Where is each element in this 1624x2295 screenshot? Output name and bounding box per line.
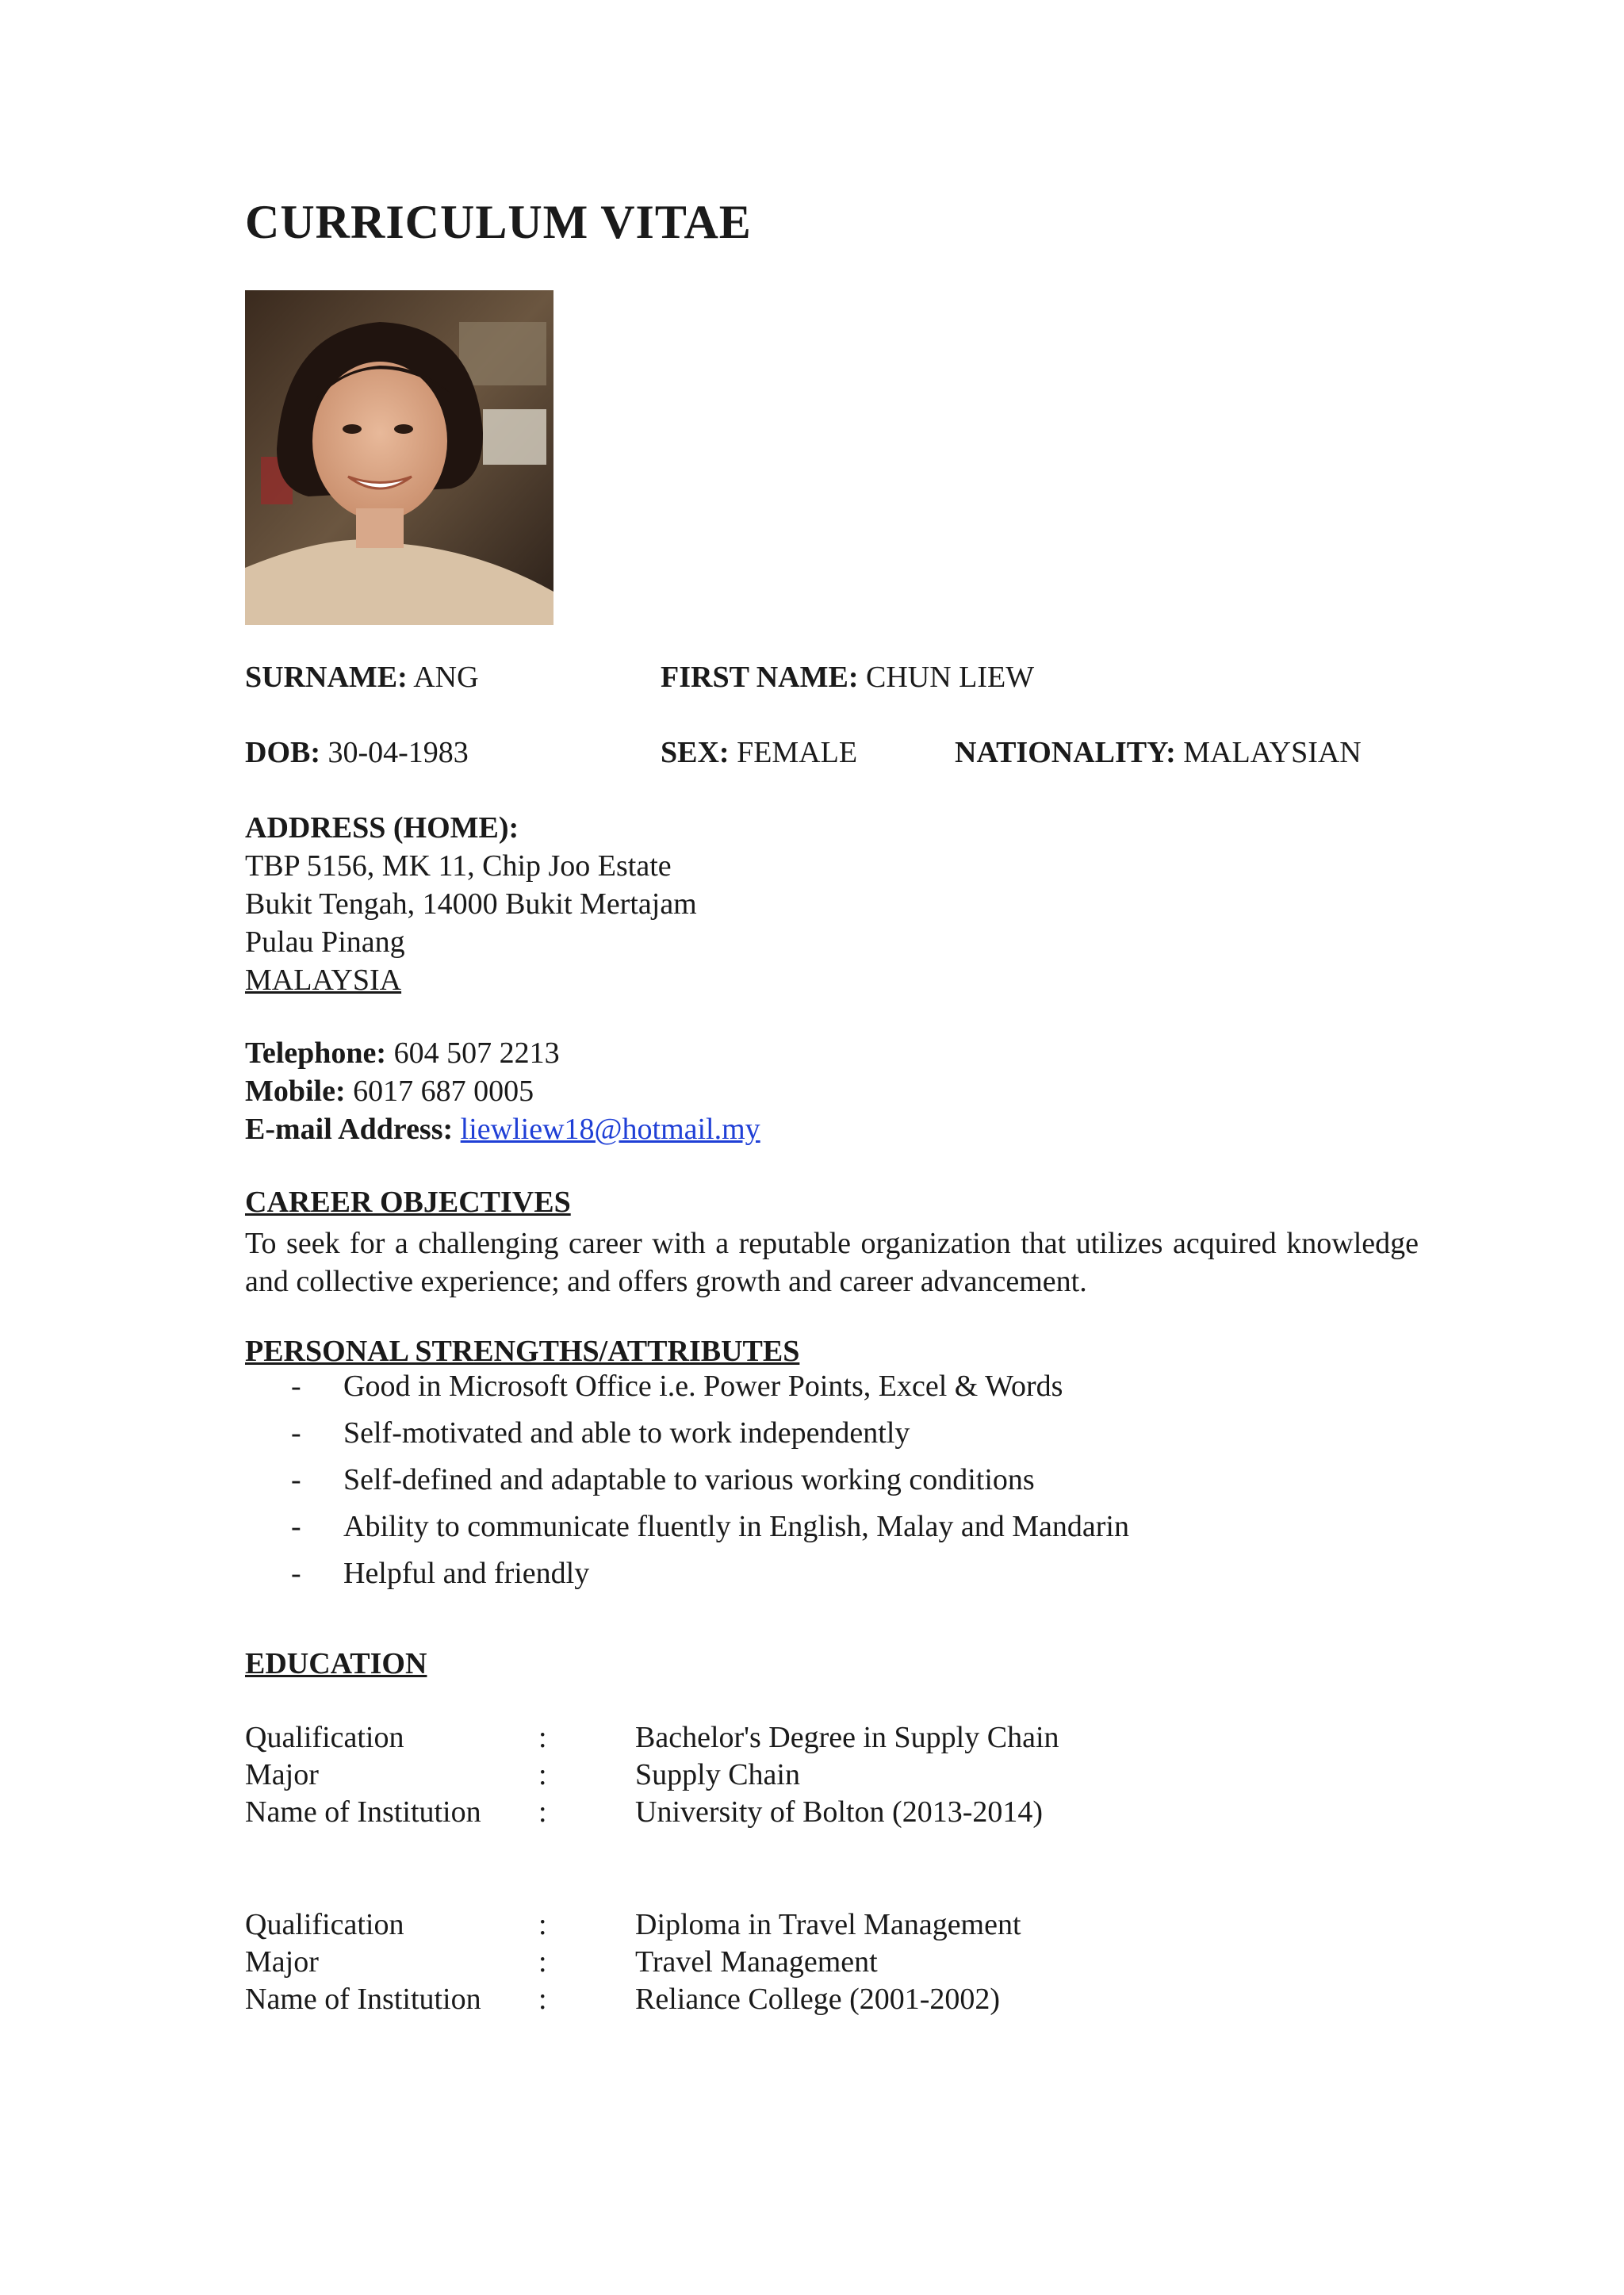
strength-text: Ability to communicate fluently in English, Malay and Mandarin bbox=[343, 1510, 1129, 1543]
address-country: MALAYSIA bbox=[245, 964, 402, 997]
email-label: E-mail Address: bbox=[245, 1113, 454, 1146]
telephone-value: 604 507 2213 bbox=[393, 1036, 560, 1070]
list-item: - Self-defined and adaptable to various working conditions bbox=[291, 1463, 1035, 1496]
address-line-2: Bukit Tengah, 14000 Bukit Mertajam bbox=[245, 887, 697, 921]
strengths-list bbox=[245, 1367, 1434, 1601]
strength-text: Self-motivated and able to work independently bbox=[343, 1416, 910, 1450]
education-heading: EDUCATION bbox=[245, 1647, 427, 1680]
table-row bbox=[245, 1757, 1434, 1794]
separator: : bbox=[538, 1795, 547, 1829]
list-item: - Self-motivated and able to work independently bbox=[291, 1416, 910, 1450]
nationality-value: MALAYSIAN bbox=[1183, 736, 1362, 769]
separator: : bbox=[538, 1983, 547, 2016]
address-line-1: TBP 5156, MK 11, Chip Joo Estate bbox=[245, 849, 672, 883]
career-objectives-text: To seek for a challenging career with a reputable organization that utilizes acquired knowledge and collective experience; and offers growth and career advancement. bbox=[245, 1227, 1419, 1298]
address-label: ADDRESS (HOME): bbox=[245, 811, 519, 845]
sex-label: SEX: bbox=[661, 736, 730, 769]
career-objectives-heading: CAREER OBJECTIVES bbox=[245, 1186, 571, 1219]
list-item: - Ability to communicate fluently in English, Malay and Mandarin bbox=[291, 1510, 1129, 1543]
table-row bbox=[245, 1944, 1434, 1981]
surname-value: ANG bbox=[413, 661, 479, 694]
nationality-label: NATIONALITY: bbox=[955, 736, 1176, 769]
qualification-label: Qualification bbox=[245, 1908, 404, 1941]
dob-value: 30-04-1983 bbox=[327, 736, 469, 769]
major-value: Supply Chain bbox=[635, 1758, 800, 1791]
major-value: Travel Management bbox=[635, 1945, 878, 1979]
email-field bbox=[245, 1110, 760, 1148]
table-row bbox=[245, 1981, 1434, 2018]
strengths-heading: PERSONAL STRENGTHS/ATTRIBUTES bbox=[245, 1335, 800, 1368]
education-entry-2 bbox=[245, 1906, 1434, 2018]
separator: : bbox=[538, 1908, 547, 1941]
dob-label: DOB: bbox=[245, 736, 320, 769]
institution-label: Name of Institution bbox=[245, 1983, 481, 2016]
document-title: CURRICULUM VITAE bbox=[245, 196, 752, 248]
sex-value: FEMALE bbox=[737, 736, 858, 769]
major-label: Major bbox=[245, 1945, 319, 1979]
first-name-value: CHUN LIEW bbox=[866, 661, 1035, 694]
first-name-label: FIRST NAME: bbox=[661, 661, 859, 694]
institution-value: University of Bolton (2013-2014) bbox=[635, 1795, 1044, 1829]
table-row bbox=[245, 1719, 1434, 1757]
qualification-value: Diploma in Travel Management bbox=[635, 1908, 1021, 1941]
qualification-value: Bachelor's Degree in Supply Chain bbox=[635, 1721, 1059, 1754]
dob-field bbox=[245, 734, 469, 772]
strength-text: Self-defined and adaptable to various working conditions bbox=[343, 1463, 1035, 1496]
sex-field bbox=[661, 734, 857, 772]
education-entry-1 bbox=[245, 1719, 1434, 1831]
list-item: - Good in Microsoft Office i.e. Power Points, Excel & Words bbox=[291, 1370, 1063, 1403]
surname-label: SURNAME: bbox=[245, 661, 408, 694]
nationality-field bbox=[955, 734, 1362, 772]
telephone-field bbox=[245, 1034, 760, 1072]
mobile-value: 6017 687 0005 bbox=[353, 1075, 534, 1108]
address-block bbox=[245, 809, 697, 999]
table-row bbox=[245, 1906, 1434, 1944]
institution-label: Name of Institution bbox=[245, 1795, 481, 1829]
strength-text: Helpful and friendly bbox=[343, 1557, 590, 1590]
profile-photo bbox=[245, 290, 553, 625]
first-name-field bbox=[661, 658, 1034, 696]
mobile-label: Mobile: bbox=[245, 1075, 346, 1108]
list-item: - Helpful and friendly bbox=[291, 1557, 590, 1590]
separator: : bbox=[538, 1721, 547, 1754]
contact-block bbox=[245, 1034, 760, 1148]
table-row bbox=[245, 1794, 1434, 1831]
telephone-label: Telephone: bbox=[245, 1036, 387, 1070]
institution-value: Reliance College (2001-2002) bbox=[635, 1983, 1001, 2016]
email-link[interactable]: liewliew18@hotmail.my bbox=[460, 1113, 760, 1146]
separator: : bbox=[538, 1758, 547, 1791]
surname-field bbox=[245, 658, 479, 696]
qualification-label: Qualification bbox=[245, 1721, 404, 1754]
mobile-field bbox=[245, 1072, 760, 1110]
address-line-3: Pulau Pinang bbox=[245, 925, 405, 959]
separator: : bbox=[538, 1945, 547, 1979]
major-label: Major bbox=[245, 1758, 319, 1791]
strength-text: Good in Microsoft Office i.e. Power Points, Excel & Words bbox=[343, 1370, 1063, 1403]
